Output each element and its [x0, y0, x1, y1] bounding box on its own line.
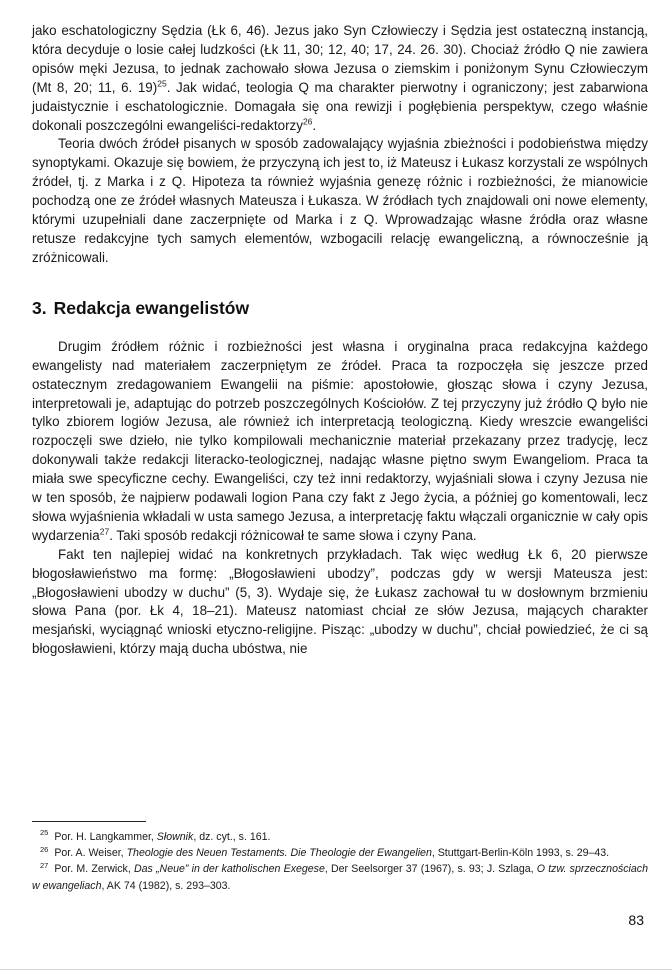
text-run: , Der Seelsorger 37 (1967), s. 93; J. Szlaga,	[324, 863, 537, 876]
footnote-divider	[32, 821, 146, 822]
section-paragraphs	[32, 338, 648, 659]
italic-title: Das „Neue” in der katholischen Exegese	[133, 863, 325, 876]
text-run: Drugim źródłem różnic i rozbieżności jest własna i oryginalna praca redakcyjna każdego ewangelisty nad materiałem zaczerpniętym ze źródeł. Praca ta rozpoczęła się jeszcze przed ostatecznym zredagowaniem Ewangelii na piśmie: apostołowie, głosząc słowa i czyny Jezusa, interpretowali je, adaptując do potrzeb poszczególnych Kościołów. Z tej przyczyny już źródło Q było nie tylko zbiorem logiów Jezusa, ale również ich interpretacją teologiczną. Kiedy wreszcie ewangeliści rozpoczęli swe dzieło, nie tylko kompilowali mechanicznie materiał przekazany przez tradycję, lecz dokonywali także redakcji literacko-teologicznej, nadając własne piętno swym Ewangeliom. Praca ta miała swe specyficzne cechy. Ewangeliści, czy też inni redaktorzy, wyjaśniali słowa i czyny Jezusa nie w ten sposób, że najpierw podawali logion Pana czy fakt z Jego życia, a później go komentowali, lecz słowa wyjaśnienia wkładali w usta samego Jezusa, a interpretację faktu włączali organicznie w cały opis wydarzenia	[32, 338, 648, 543]
paragraph	[32, 135, 648, 267]
text-run: , dz. cyt., s. 161.	[193, 831, 271, 843]
text-run: , AK 74 (1982), s. 293–303.	[101, 879, 231, 892]
text-run: Por. H. Langkammer,	[54, 831, 157, 843]
paragraph	[32, 546, 648, 659]
footnote-reference: 27	[99, 526, 110, 537]
footnote	[32, 861, 648, 893]
text-run: Por. M. Zerwick,	[54, 863, 134, 876]
footnote-marker: 26	[40, 844, 49, 854]
footnote	[32, 829, 648, 845]
main-text	[32, 22, 648, 659]
italic-title: Słownik	[156, 831, 194, 843]
footnote-marker: 25	[40, 828, 49, 838]
footnote-reference: 26	[302, 116, 313, 127]
intro-paragraphs	[32, 22, 648, 268]
text-run: .	[312, 117, 317, 133]
italic-title: Theologie des Neuen Testaments. Die Theologie der Ewangelien	[126, 847, 432, 860]
text-run: Teoria dwóch źródeł pisanych w sposób zadowalający wyjaśnia zbieżności i podobieństwa między synoptykami. Okazuje się bowiem, że przyczyną ich jest to, iż Mateusz i Łukasz korzystali ze wspólnych źródeł, tj. z Marka i z Q. Hipoteza ta również wyjaśnia genezę różnic i rozbieżności, że mianowicie pochodzą one ze źródeł własnych Mateusza i Łukasza. W źródłach tych znajdowali oni nowe elementy, którymi uzupełniali dane zaczerpnięte od Marka i z Q. Wprowadzając własne źródła oraz własne retusze redakcyjne tych samych elementów, wzbogacili relację ewangeliczną, a równocześnie ją zróżnicowali.	[32, 136, 648, 265]
italic-title: O tzw. sprzecznościach w ewangeliach	[32, 863, 648, 892]
page-edge-line	[0, 969, 672, 970]
footnote	[32, 845, 648, 861]
footnote-marker: 27	[40, 860, 49, 870]
text-run: Por. A. Weiser,	[54, 847, 127, 860]
paragraph	[32, 338, 648, 546]
text-run: . Taki sposób redakcji różnicował te same słowa i czyny Pana.	[109, 527, 477, 543]
text-run: jako eschatologiczny Sędzia (Łk 6, 46). Jezus jako Syn Człowieczy i Sędzia jest ostateczną instancją, która decyduje o losie całej ludzkości (Łk 11, 30; 12, 40; 17, 24. 26. 30). Chociaż źródło Q nie zawiera opisów męki Jezusa, to jednak zachowało słowa Jezusa o ziemskim i poniżonym Synu Człowieczym (Mt 8, 20; 11, 6. 19)	[32, 23, 648, 95]
paragraph	[32, 22, 648, 135]
text-run: Fakt ten najlepiej widać na konkretnych przykładach. Tak więc według Łk 6, 20 pierwsze błogosławieństwo ma formę: „Błogosławieni ubodzy”, podczas gdy w wersji Mateusza jest: „Błogosławieni ubodzy w duchu” (5, 3). Wydaje się, że Łukasz zachował tu w dosłownym brzmieniu słowa Pana (por. Łk 4, 18–21). Mateusz natomiast chciał ze słów Jezusa, mających charakter mesjański, wyciągnąć wnioski etyczno-religijne. Pisząc: „ubodzy w duchu”, chciał powiedzieć, że ci są błogosławieni, którzy mają ducha ubóstwa, nie	[32, 546, 648, 657]
page-number: 83	[628, 912, 644, 928]
section-number: 3.	[32, 297, 47, 318]
footnotes	[32, 829, 648, 894]
footnote-reference: 25	[157, 78, 167, 89]
text-run: . Jak widać, teologia Q ma charakter pierwotny i ograniczony; jest zabarwiona judaistycznie i eschatologicznie. Domagała się ona rewizji i pogłębienia perspektyw, czego właśnie dokonali poszczególni ewangeliści-redaktorzy	[32, 79, 648, 133]
text-run: , Stuttgart-Berlin-Köln 1993, s. 29–43.	[431, 847, 610, 860]
section-title: Redakcja ewangelistów	[53, 297, 250, 318]
section-heading	[32, 297, 648, 319]
